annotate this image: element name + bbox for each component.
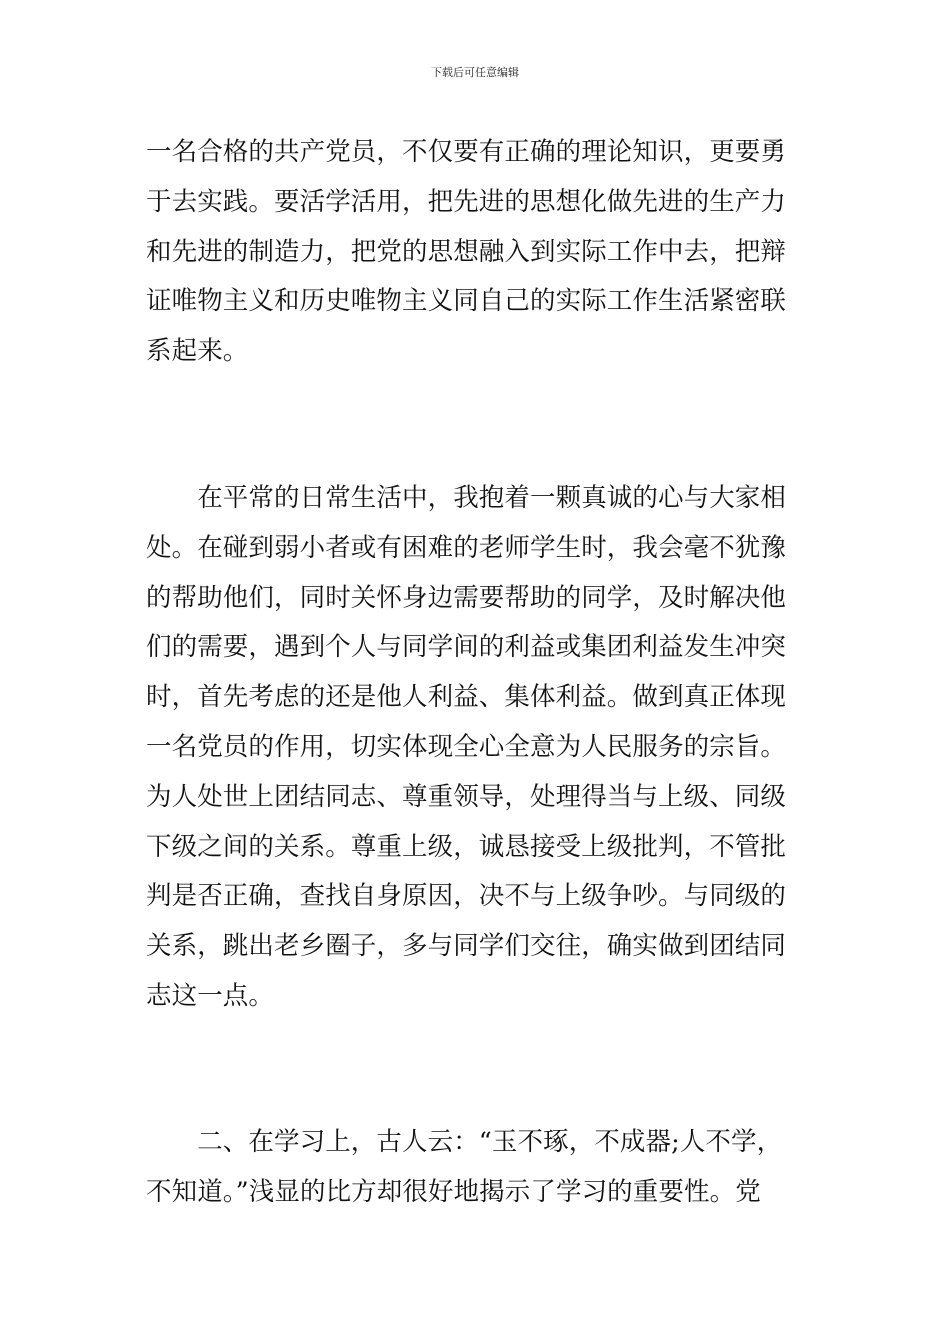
paragraph-1 bbox=[146, 128, 806, 377]
text-line: 下级之间的关系。尊重上级，诚恳接受上级批判，不管批 bbox=[146, 831, 787, 862]
text-line: 判是否正确，查找自身原因，决不与上级争吵。与同级的 bbox=[146, 881, 787, 912]
text-line: 在平常的日常生活中，我抱着一颗真诚的心与大家相 bbox=[146, 483, 787, 513]
text-line: 不知道。”浅显的比方却很好地揭示了学习的重要性。党 bbox=[146, 1176, 761, 1207]
text-line: 处。在碰到弱小者或有困难的老师学生时，我会毫不犹豫 bbox=[146, 532, 787, 563]
paragraph-2 bbox=[146, 474, 806, 1022]
text-line: 证唯物主义和历史唯物主义同自己的实际工作生活紧密联 bbox=[146, 286, 787, 317]
text-line: 关系，跳出老乡圈子，多与同学们交往，确实做到团结同 bbox=[146, 931, 787, 962]
text-line: 志这一点。 bbox=[146, 980, 275, 1011]
text-line: 为人处世上团结同志、尊重领导，处理得当与上级、同级 bbox=[146, 781, 787, 812]
text-line: 系起来。 bbox=[146, 336, 249, 367]
text-line: 二、在学习上，古人云：“玉不琢，不成器;人不学， bbox=[146, 1127, 783, 1157]
text-line: 于去实践。要活学活用，把先进的思想化做先进的生产力 bbox=[146, 186, 787, 217]
page-header: 下载后可任意编辑 bbox=[431, 66, 519, 79]
paragraph-3 bbox=[146, 1118, 806, 1218]
text-line: 和先进的制造力，把党的思想融入到实际工作中去，把辩 bbox=[146, 236, 787, 267]
text-line: 时，首先考虑的还是他人利益、集体利益。做到真正体现 bbox=[146, 682, 787, 713]
text-line: 的帮助他们，同时关怀身边需要帮助的同学，及时解决他 bbox=[146, 582, 787, 613]
text-line: 们的需要，遇到个人与同学间的利益或集团利益发生冲突 bbox=[146, 632, 787, 663]
text-line: 一名合格的共产党员，不仅要有正确的理论知识，更要勇 bbox=[146, 137, 787, 167]
text-line: 一名党员的作用，切实体现全心全意为人民服务的宗旨。 bbox=[146, 731, 787, 762]
